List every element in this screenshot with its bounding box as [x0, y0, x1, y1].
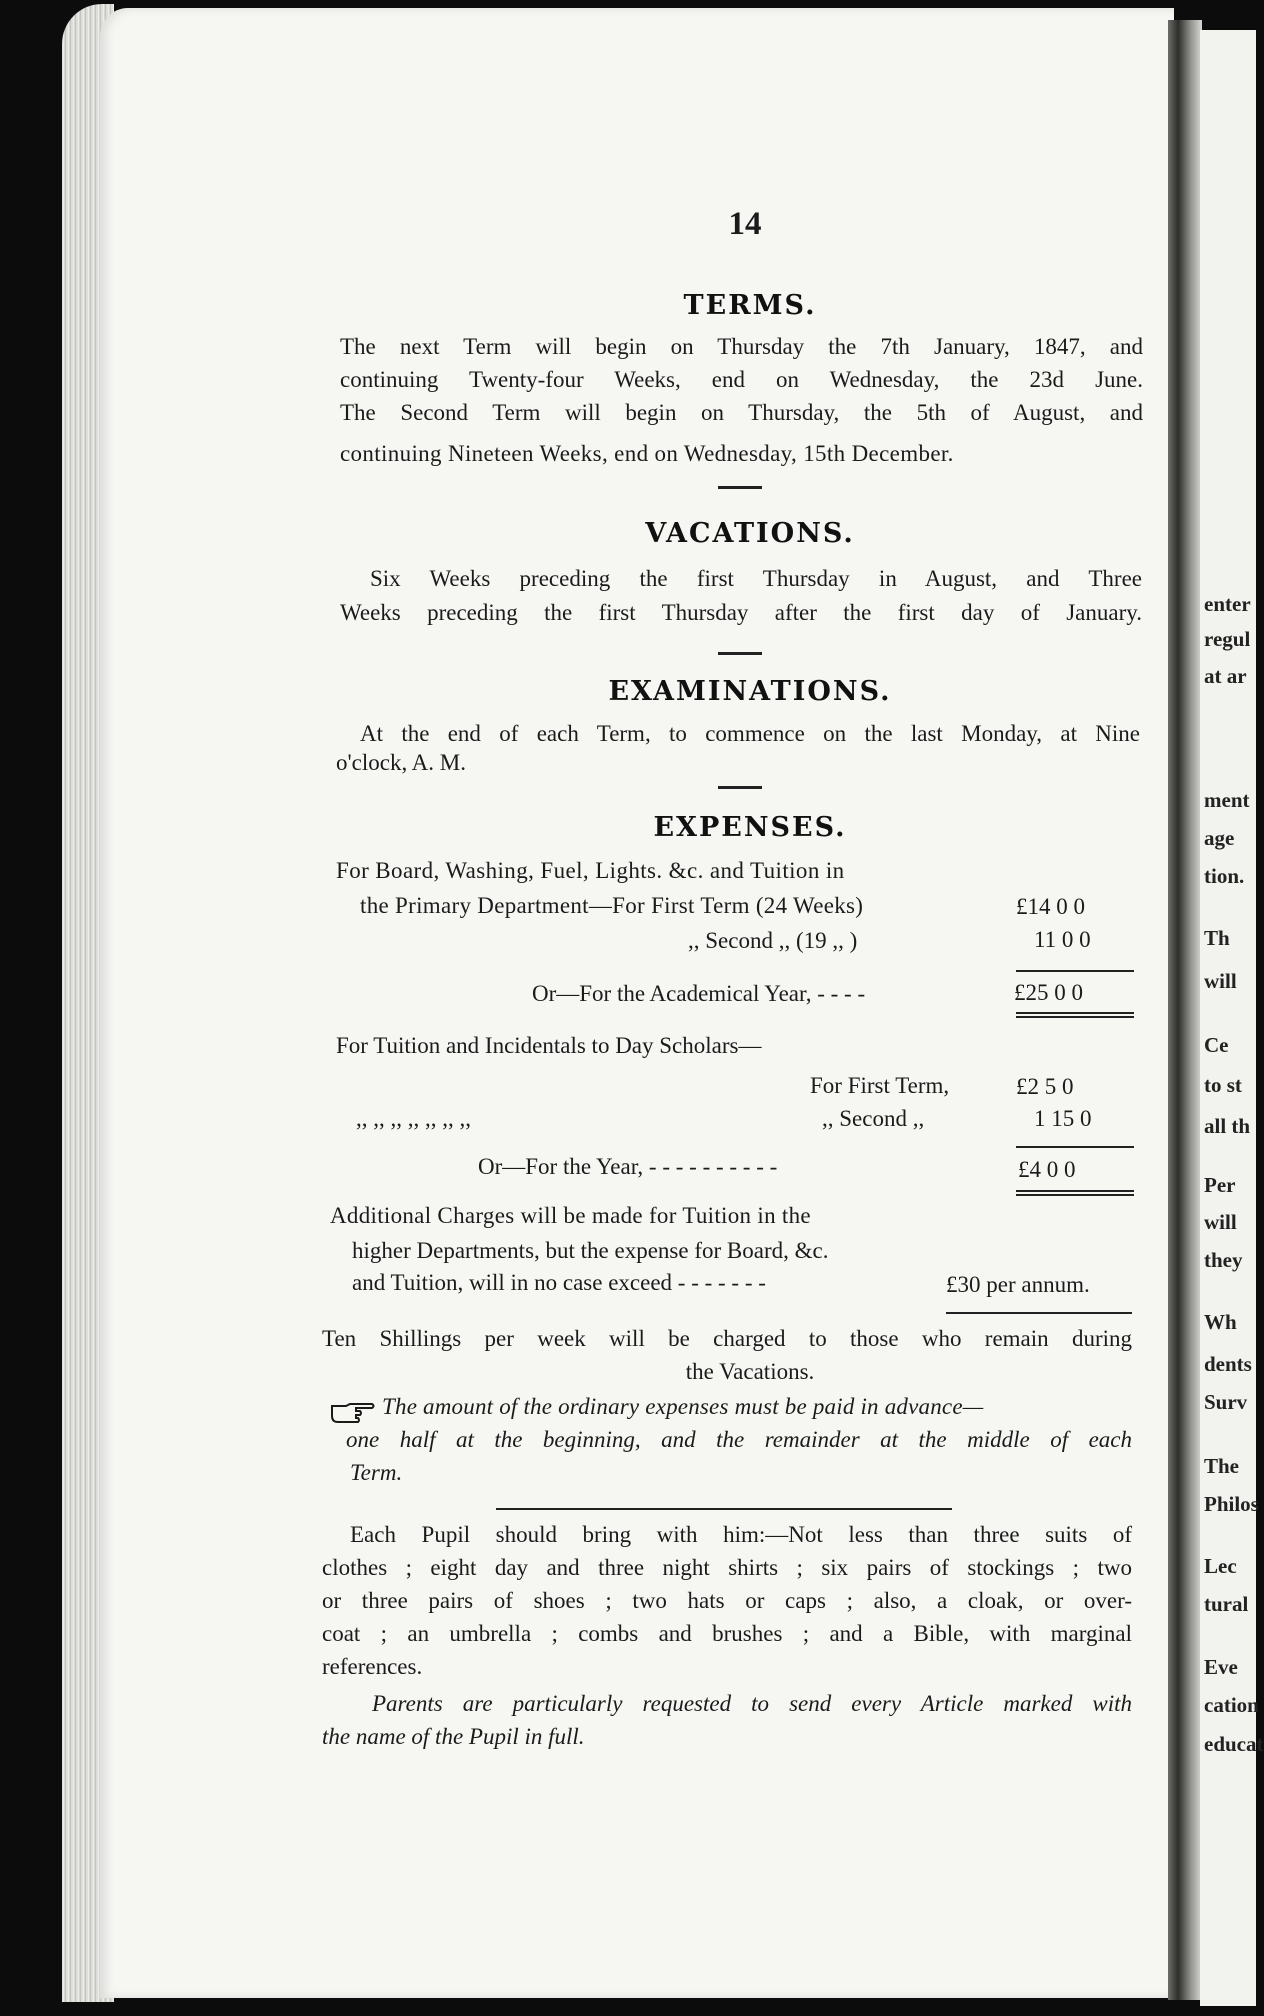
facing-page-text: Wh	[1204, 1310, 1237, 1334]
day-first-term-amount: £2 5 0	[1016, 1074, 1074, 1099]
pointing-hand-icon	[330, 1402, 376, 1424]
facing-page-text: regul	[1204, 627, 1251, 651]
facing-page-text: dents	[1204, 1352, 1252, 1376]
expenses-heading: EXPENSES.	[653, 812, 847, 843]
parents-request-line: Parents are particularly requested to send every Article marked with	[372, 1691, 1132, 1716]
pupil-articles-line: coat ; an umbrella ; combs and brushes ; and a Bible, with marginal	[322, 1621, 1132, 1646]
sum-rule	[1016, 1012, 1134, 1014]
facing-page-text: cation	[1204, 1693, 1259, 1717]
sum-rule	[1016, 1016, 1134, 1018]
board-first-term-amount: £14 0 0	[1016, 894, 1085, 919]
facing-page-text: The	[1204, 1454, 1240, 1478]
year-label: Or—For the Year, - - - - - - - - - -	[478, 1154, 778, 1179]
sum-rule	[1016, 1194, 1134, 1196]
vacations-line: Weeks preceding the first Thursday after the first day of January.	[340, 600, 1142, 625]
day-second-term-label: ,, Second ,,	[822, 1106, 925, 1131]
section-divider	[718, 652, 762, 655]
facing-page-text: to st	[1204, 1073, 1242, 1097]
expenses-board-line: the Primary Department—For First Term (24 Weeks)	[360, 893, 864, 918]
sum-rule	[1016, 970, 1134, 972]
shillings-line: the Vacations.	[685, 1359, 815, 1384]
facing-page-text: enter	[1204, 592, 1251, 616]
page-number: 14	[728, 206, 762, 242]
parents-request-line: the name of the Pupil in full.	[322, 1724, 585, 1749]
payment-notice-line: The amount of the ordinary expenses must be paid in advance—	[382, 1394, 984, 1419]
additional-charges-line: Additional Charges will be made for Tuition in the	[330, 1203, 811, 1228]
facing-page-text: Per	[1204, 1173, 1236, 1197]
academic-year-amount: £25 0 0	[1014, 980, 1083, 1005]
facing-page-text: Philos	[1204, 1492, 1259, 1516]
facing-page-text: educat	[1204, 1732, 1264, 1756]
facing-page-text: Eve	[1204, 1655, 1238, 1679]
terms-line: The next Term will begin on Thursday the 7th January, 1847, and	[340, 334, 1143, 359]
day-second-term-amount: 1 15 0	[1034, 1106, 1092, 1131]
facing-page-text: all th	[1204, 1114, 1251, 1138]
pupil-articles-line: references.	[322, 1654, 423, 1679]
terms-line: The Second Term will begin on Thursday, the 5th of August, and	[340, 400, 1143, 425]
pupil-articles-line: clothes ; eight day and three night shirts ; six pairs of stockings ; two	[322, 1555, 1132, 1580]
facing-page-text: Lec	[1204, 1554, 1237, 1578]
ditto-marks: ,, ,, ,, ,, ,, ,, ,,	[356, 1106, 471, 1131]
shillings-line: Ten Shillings per week will be charged to those who remain during	[322, 1326, 1132, 1351]
examinations-line: o'clock, A. M.	[336, 750, 466, 775]
vacations-line: Six Weeks preceding the first Thursday in August, and Three	[370, 566, 1142, 591]
facing-page-text: ment	[1204, 788, 1250, 812]
examinations-heading: EXAMINATIONS.	[608, 676, 892, 707]
day-scholars-label: For Tuition and Incidentals to Day Scholars—	[336, 1033, 762, 1058]
sum-rule	[946, 1312, 1132, 1314]
additional-charges-line: and Tuition, will in no case exceed - - - - - - -	[352, 1270, 766, 1295]
facing-page-fragment	[1200, 30, 1264, 2006]
section-divider	[496, 1508, 952, 1510]
terms-line: continuing Twenty-four Weeks, end on Wednesday, the 23d June.	[340, 367, 1143, 392]
terms-heading: TERMS.	[683, 290, 817, 321]
facing-page-text: will	[1204, 1210, 1237, 1234]
facing-page-text: they	[1204, 1248, 1243, 1272]
facing-page-text: will	[1204, 969, 1237, 993]
facing-page-text: tion.	[1204, 864, 1245, 888]
facing-page-text: tural	[1204, 1592, 1249, 1616]
payment-notice-line: one half at the beginning, and the remainder at the middle of each	[346, 1427, 1132, 1452]
expenses-board-line: For Board, Washing, Fuel, Lights. &c. and Tuition in	[336, 858, 845, 883]
additional-charges-line: higher Departments, but the expense for Board, &c.	[352, 1238, 829, 1263]
section-divider	[718, 786, 762, 789]
board-second-term-amount: 11 0 0	[1034, 927, 1091, 952]
board-second-term-label: ,, Second ,, (19 ,, )	[688, 928, 858, 953]
terms-line: continuing Nineteen Weeks, end on Wednesday, 15th December.	[340, 441, 954, 466]
facing-page-text: Ce	[1204, 1033, 1229, 1057]
facing-page-text: Th	[1204, 926, 1230, 950]
pupil-articles-line: Each Pupil should bring with him:—Not less than three suits of	[350, 1522, 1132, 1547]
year-amount: £4 0 0	[1018, 1157, 1076, 1182]
day-first-term-label: For First Term,	[810, 1073, 950, 1098]
section-divider	[718, 486, 762, 489]
facing-page-text: at ar	[1204, 664, 1247, 688]
pupil-articles-line: or three pairs of shoes ; two hats or caps ; also, a cloak, or over-	[322, 1588, 1132, 1613]
facing-page-text: Surv	[1204, 1390, 1248, 1414]
vacations-heading: VACATIONS.	[645, 518, 855, 549]
academic-year-label: Or—For the Academical Year, - - - -	[532, 981, 866, 1006]
sum-rule	[1016, 1146, 1134, 1148]
sum-rule	[1016, 1190, 1134, 1192]
facing-page-text: age	[1204, 826, 1235, 850]
payment-notice-line: Term.	[350, 1460, 403, 1485]
book-gutter	[1168, 20, 1202, 2000]
additional-charges-amount: £30 per annum.	[946, 1272, 1090, 1297]
examinations-line: At the end of each Term, to commence on the last Monday, at Nine	[360, 721, 1140, 746]
